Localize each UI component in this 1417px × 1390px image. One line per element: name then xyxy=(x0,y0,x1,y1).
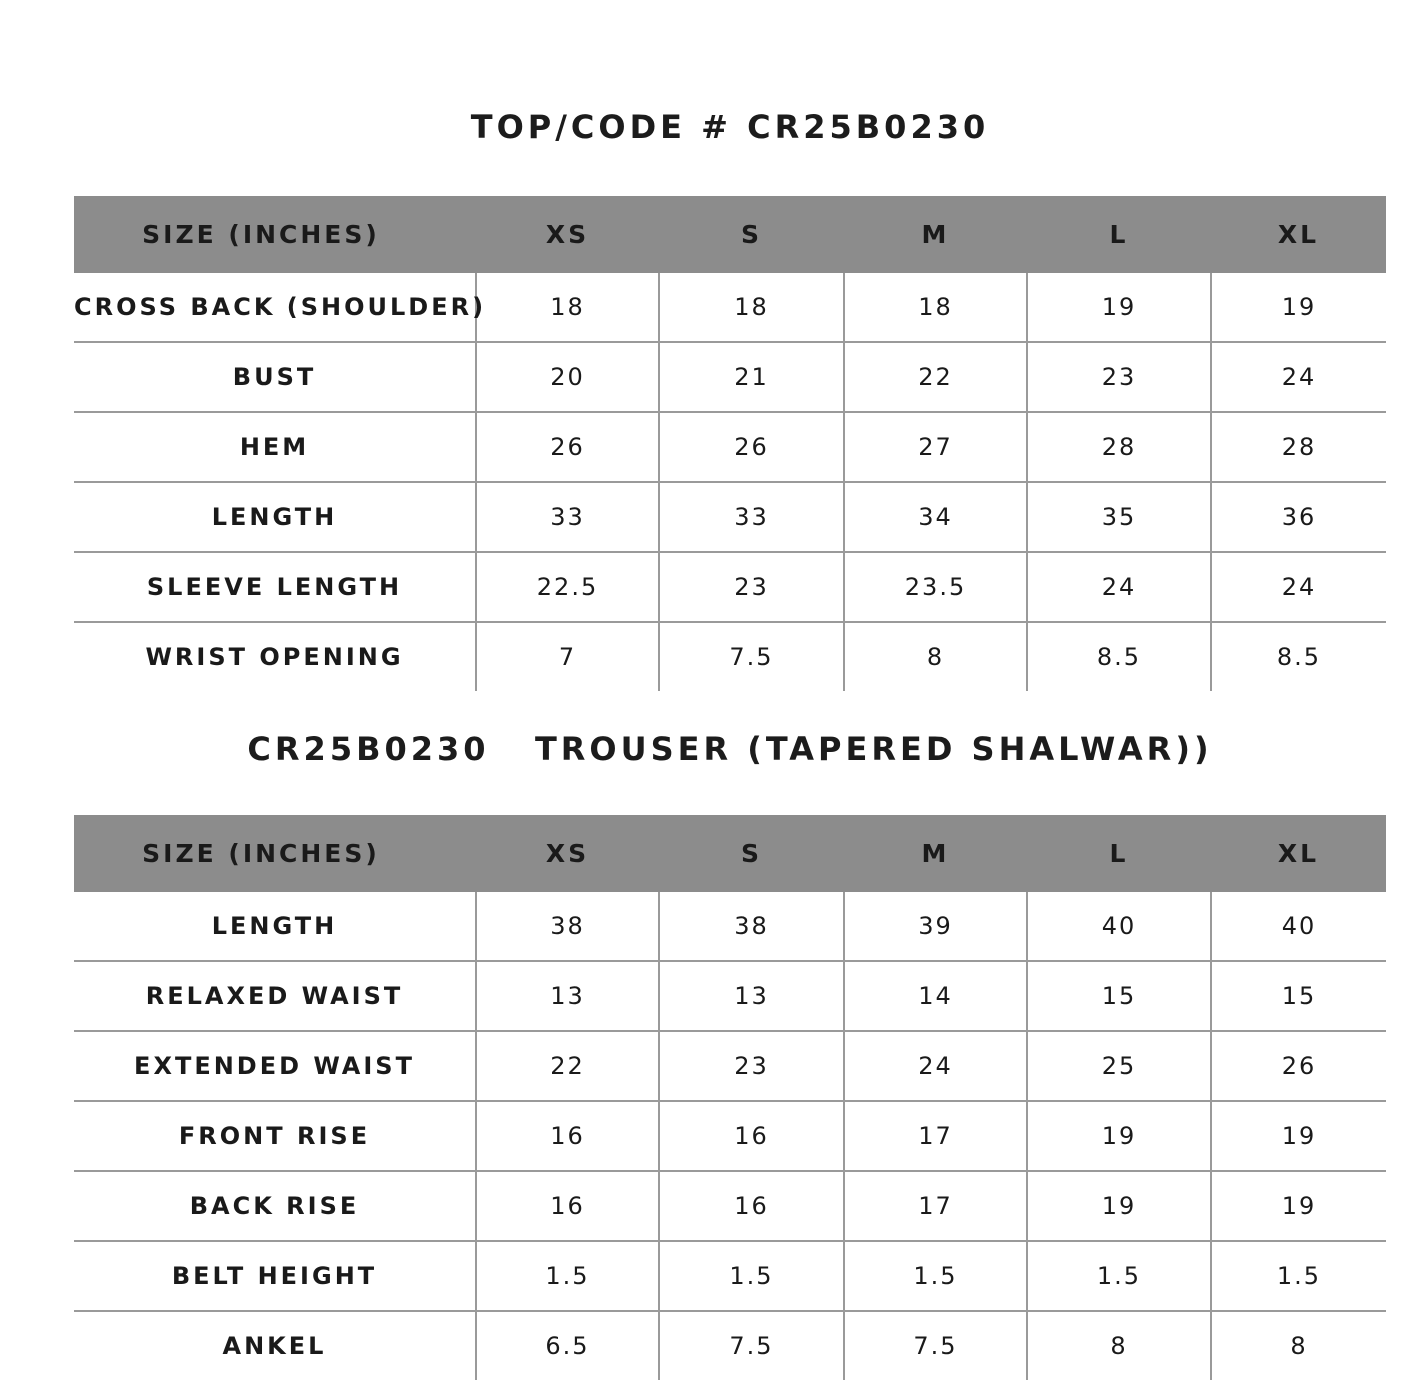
table-cell: 27 xyxy=(844,412,1027,482)
table-cell: 6.5 xyxy=(476,1311,659,1380)
table-cell: 26 xyxy=(659,412,844,482)
row-label: EXTENDED WAIST xyxy=(74,1031,476,1101)
table-cell: 25 xyxy=(1027,1031,1211,1101)
table-cell: 24 xyxy=(1211,552,1386,622)
table-cell: 8 xyxy=(1027,1311,1211,1380)
table-row xyxy=(74,1171,1386,1241)
table-cell: 19 xyxy=(1027,1101,1211,1171)
table-cell: 13 xyxy=(659,961,844,1031)
table-cell: 14 xyxy=(844,961,1027,1031)
table-row xyxy=(74,412,1386,482)
header-size-s: S xyxy=(659,196,844,273)
table-cell: 38 xyxy=(659,892,844,961)
table-cell: 28 xyxy=(1211,412,1386,482)
table-cell: 40 xyxy=(1027,892,1211,961)
header-size-inches: SIZE (INCHES) xyxy=(74,196,476,273)
table-cell: 21 xyxy=(659,342,844,412)
table-cell: 7.5 xyxy=(659,1311,844,1380)
top-size-chart-title: TOP/CODE # CR25B0230 xyxy=(470,108,990,146)
row-label: BELT HEIGHT xyxy=(74,1241,476,1311)
table-cell: 15 xyxy=(1027,961,1211,1031)
table-row xyxy=(74,1311,1386,1380)
trouser-size-table-header xyxy=(74,815,1386,892)
table-cell: 23.5 xyxy=(844,552,1027,622)
header-size-l: L xyxy=(1027,815,1211,892)
row-label: WRIST OPENING xyxy=(145,643,404,671)
row-label: FRONT RISE xyxy=(74,1101,476,1171)
header-size-l: L xyxy=(1027,196,1211,273)
table-cell: 26 xyxy=(1211,1031,1386,1101)
table-cell: 19 xyxy=(1211,1171,1386,1241)
table-cell: 38 xyxy=(476,892,659,961)
table-cell: 1.5 xyxy=(1211,1241,1386,1311)
table-cell: 8 xyxy=(844,622,1027,691)
row-label: HEM xyxy=(74,412,476,482)
table-cell: 23 xyxy=(1027,342,1211,412)
table-cell: 15 xyxy=(1211,961,1386,1031)
table-cell: 7.5 xyxy=(659,622,844,691)
table-cell: 22.5 xyxy=(476,552,659,622)
table-cell: 13 xyxy=(476,961,659,1031)
trouser-size-table xyxy=(74,815,1386,1380)
table-cell: 40 xyxy=(1211,892,1386,961)
table-cell: 18 xyxy=(844,273,1027,342)
table-row xyxy=(74,892,1386,961)
header-size-inches: SIZE (INCHES) xyxy=(74,815,476,892)
table-cell: 19 xyxy=(1027,273,1211,342)
table-row xyxy=(74,1241,1386,1311)
table-cell: 8 xyxy=(1211,1311,1386,1380)
table-cell: 1.5 xyxy=(659,1241,844,1311)
table-row xyxy=(74,961,1386,1031)
table-cell: 18 xyxy=(659,273,844,342)
header-size-xl: XL xyxy=(1211,196,1386,273)
row-label: LENGTH xyxy=(74,892,476,961)
table-cell: 18 xyxy=(476,273,659,342)
table-cell: 22 xyxy=(476,1031,659,1101)
table-cell: 22 xyxy=(844,342,1027,412)
trouser-size-chart-title: CR25B0230 TROUSER (TAPERED SHALWAR)) xyxy=(247,730,1213,768)
table-row xyxy=(74,342,1386,412)
table-cell: 34 xyxy=(844,482,1027,552)
table-cell: 1.5 xyxy=(476,1241,659,1311)
table-row xyxy=(74,552,1386,622)
table-cell: 19 xyxy=(1027,1171,1211,1241)
table-cell: 36 xyxy=(1211,482,1386,552)
header-size-m: M xyxy=(844,196,1027,273)
table-cell: 8.5 xyxy=(1211,622,1386,691)
header-size-xs: XS xyxy=(476,196,659,273)
row-label: RELAXED WAIST xyxy=(74,961,476,1031)
row-label: BUST xyxy=(74,342,476,412)
table-cell: 19 xyxy=(1211,1101,1386,1171)
table-cell: 16 xyxy=(476,1101,659,1171)
header-size-s: S xyxy=(659,815,844,892)
top-size-table-header xyxy=(74,196,1386,273)
table-cell: 24 xyxy=(1211,342,1386,412)
table-cell: 1.5 xyxy=(1027,1241,1211,1311)
row-label: SLEEVE LENGTH xyxy=(74,552,476,622)
row-label: CROSS BACK (SHOULDER) xyxy=(74,273,476,342)
header-size-m: M xyxy=(844,815,1027,892)
row-label: BACK RISE xyxy=(74,1171,476,1241)
row-label: ANKEL xyxy=(222,1332,327,1360)
table-cell: 24 xyxy=(844,1031,1027,1101)
table-cell: 20 xyxy=(476,342,659,412)
table-cell: 7 xyxy=(476,622,659,691)
table-row xyxy=(74,273,1386,342)
table-cell: 16 xyxy=(476,1171,659,1241)
table-cell: 39 xyxy=(844,892,1027,961)
table-cell: 16 xyxy=(659,1171,844,1241)
table-cell: 1.5 xyxy=(844,1241,1027,1311)
table-cell: 19 xyxy=(1211,273,1386,342)
table-row xyxy=(74,482,1386,552)
table-cell: 23 xyxy=(659,552,844,622)
row-label: LENGTH xyxy=(74,482,476,552)
table-cell: 35 xyxy=(1027,482,1211,552)
table-cell: 26 xyxy=(476,412,659,482)
header-size-xs: XS xyxy=(476,815,659,892)
table-cell: 23 xyxy=(659,1031,844,1101)
table-cell: 33 xyxy=(659,482,844,552)
top-size-table xyxy=(74,196,1386,691)
header-size-xl: XL xyxy=(1211,815,1386,892)
table-cell: 7.5 xyxy=(844,1311,1027,1380)
table-cell: 8.5 xyxy=(1027,622,1211,691)
table-cell: 24 xyxy=(1027,552,1211,622)
table-row xyxy=(74,1031,1386,1101)
table-cell: 28 xyxy=(1027,412,1211,482)
table-cell: 17 xyxy=(844,1171,1027,1241)
table-cell: 16 xyxy=(659,1101,844,1171)
table-row xyxy=(74,622,1386,691)
table-row xyxy=(74,1101,1386,1171)
table-cell: 17 xyxy=(844,1101,1027,1171)
table-cell: 33 xyxy=(476,482,659,552)
